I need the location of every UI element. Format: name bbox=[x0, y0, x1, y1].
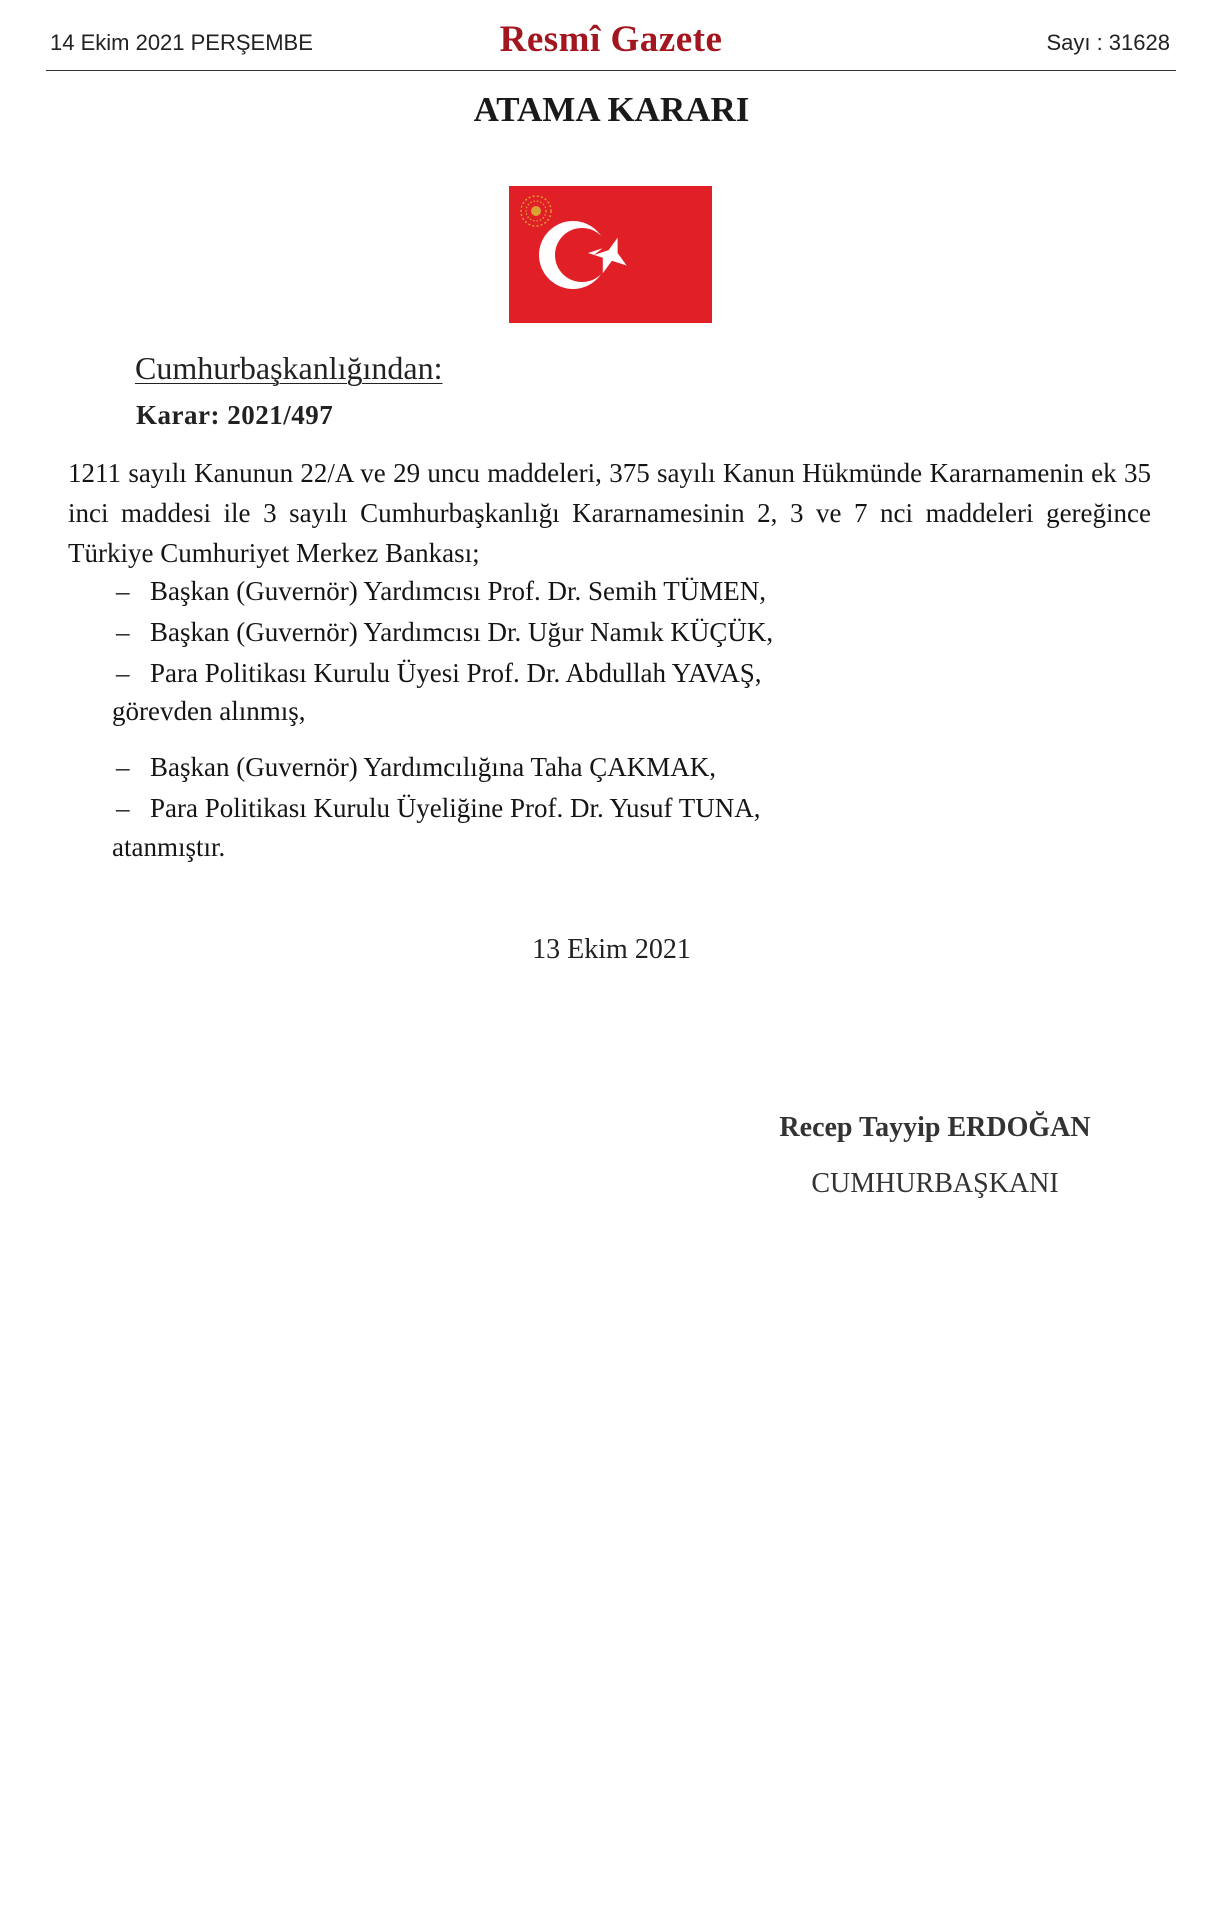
dismissed-suffix: görevden alınmış, bbox=[112, 696, 306, 726]
decision-number: Karar: 2021/497 bbox=[136, 400, 334, 430]
issue-date: 14 Ekim 2021 PERŞEMBE bbox=[50, 30, 313, 55]
turkish-flag-icon bbox=[509, 186, 712, 323]
dismissed-item bbox=[116, 654, 762, 692]
list-dash: – bbox=[116, 617, 130, 647]
issue-number: Sayı : 31628 bbox=[1046, 30, 1170, 55]
list-dash: – bbox=[116, 658, 130, 688]
dismissed-text: Başkan (Guvernör) Yardımcısı Dr. Uğur Namık KÜÇÜK, bbox=[150, 617, 774, 647]
gazette-title: Resmî Gazete bbox=[499, 19, 723, 60]
list-dash: – bbox=[116, 576, 130, 606]
appointed-text: Para Politikası Kurulu Üyeliğine Prof. Dr. Yusuf TUNA, bbox=[150, 793, 761, 823]
gazette-header bbox=[46, 18, 1176, 71]
appointed-item bbox=[116, 789, 760, 827]
decision-date: 13 Ekim 2021 bbox=[532, 934, 691, 965]
appointed-text: Başkan (Guvernör) Yardımcılığına Taha ÇAKMAK, bbox=[150, 752, 717, 782]
list-dash: – bbox=[116, 793, 130, 823]
dismissed-item bbox=[116, 613, 773, 651]
issuing-authority: Cumhurbaşkanlığından: bbox=[135, 350, 443, 386]
dismissed-text: Başkan (Guvernör) Yardımcısı Prof. Dr. Semih TÜMEN, bbox=[150, 576, 766, 606]
decision-preamble: 1211 sayılı Kanunun 22/A ve 29 uncu maddeleri, 375 sayılı Kanun Hükmünde Kararnamenin ek 35 inci maddesi ile 3 sayılı Cumhurbaşkanlığı Kararnamesinin 2, 3 ve 7 nci maddeleri gereğince Türkiye Cumhuriyet Merkez Bankası; bbox=[68, 458, 1151, 568]
list-dash: – bbox=[116, 752, 130, 782]
signer-title: CUMHURBAŞKANI bbox=[811, 1168, 1059, 1199]
signer-name: Recep Tayyip ERDOĞAN bbox=[779, 1112, 1091, 1143]
document-title: ATAMA KARARI bbox=[473, 90, 750, 129]
dismissed-text: Para Politikası Kurulu Üyesi Prof. Dr. Abdullah YAVAŞ, bbox=[150, 658, 762, 688]
appointed-item bbox=[116, 748, 716, 786]
appointed-suffix: atanmıştır. bbox=[112, 832, 226, 862]
dismissed-item bbox=[116, 572, 766, 610]
